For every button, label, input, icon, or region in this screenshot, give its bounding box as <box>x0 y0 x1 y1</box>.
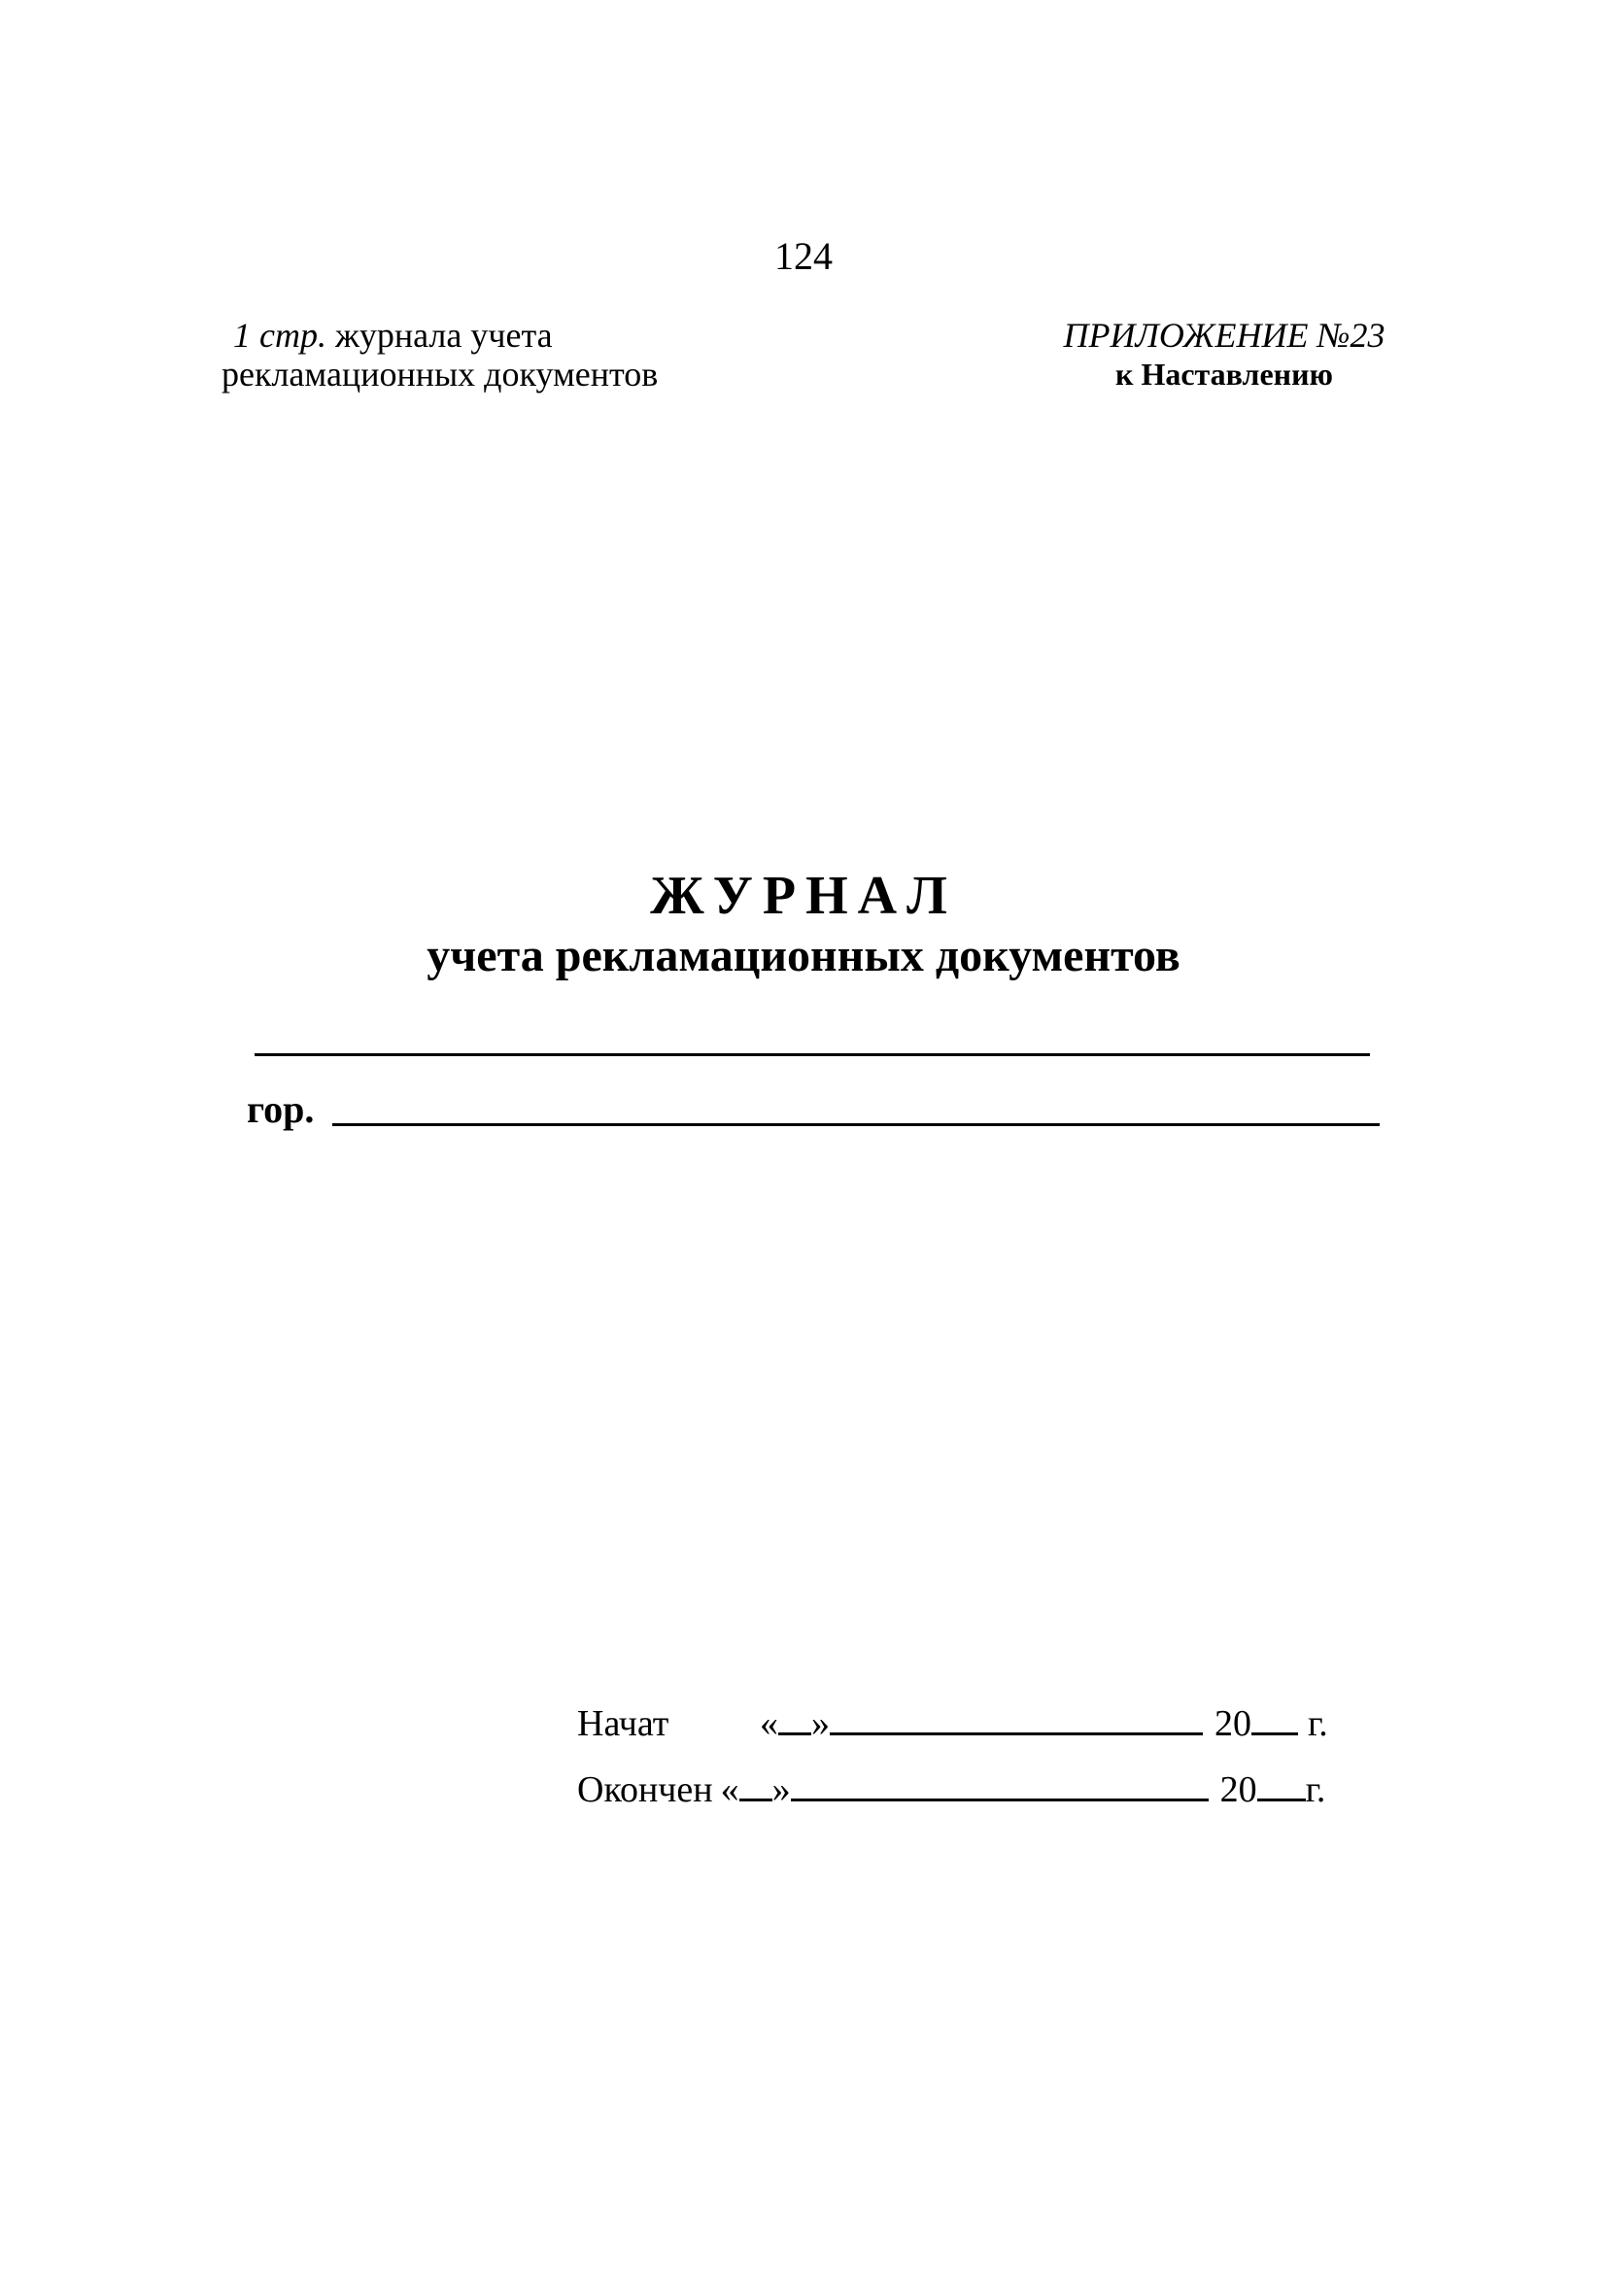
title-block <box>0 865 1607 983</box>
end-year-blank[interactable] <box>1257 1771 1306 1801</box>
start-month-blank[interactable] <box>830 1705 1203 1735</box>
end-year-prefix: 20 <box>1219 1769 1257 1810</box>
header-left <box>222 316 658 394</box>
start-year-suffix: г. <box>1308 1703 1328 1744</box>
start-year-blank[interactable] <box>1251 1705 1298 1735</box>
end-month-blank[interactable] <box>791 1771 1209 1801</box>
header-right <box>1040 316 1409 394</box>
start-day-blank[interactable] <box>778 1705 811 1735</box>
end-year-suffix: г. <box>1305 1769 1326 1810</box>
start-date-row <box>577 1702 1328 1745</box>
appendix-title: ПРИЛОЖЕНИЕ №23 <box>1063 316 1385 355</box>
page-ref: 1 стр. <box>233 316 326 355</box>
end-close-quote: » <box>771 1769 791 1810</box>
appendix-subtitle: к Наставлению <box>1115 357 1333 392</box>
start-close-quote: » <box>811 1703 830 1744</box>
start-label: Начат <box>577 1703 669 1744</box>
start-year-prefix: 20 <box>1214 1703 1251 1744</box>
organization-blank-line[interactable] <box>255 1053 1370 1056</box>
end-day-blank[interactable] <box>739 1771 772 1801</box>
journal-subtitle: учета рекламационных документов <box>427 930 1180 981</box>
journal-title: ЖУРНАЛ <box>650 866 957 926</box>
end-label: Окончен <box>577 1769 713 1810</box>
city-blank-line[interactable] <box>332 1123 1380 1126</box>
page-number: 124 <box>774 234 833 278</box>
header-left-line1-text: журнала учета <box>325 316 553 355</box>
start-open-quote: « <box>760 1703 778 1744</box>
end-open-quote: « <box>720 1769 739 1810</box>
header-left-line2: рекламационных документов <box>222 355 659 394</box>
city-label: гор. <box>247 1087 315 1131</box>
end-date-row <box>577 1768 1325 1811</box>
header-left-line1 <box>222 316 658 355</box>
